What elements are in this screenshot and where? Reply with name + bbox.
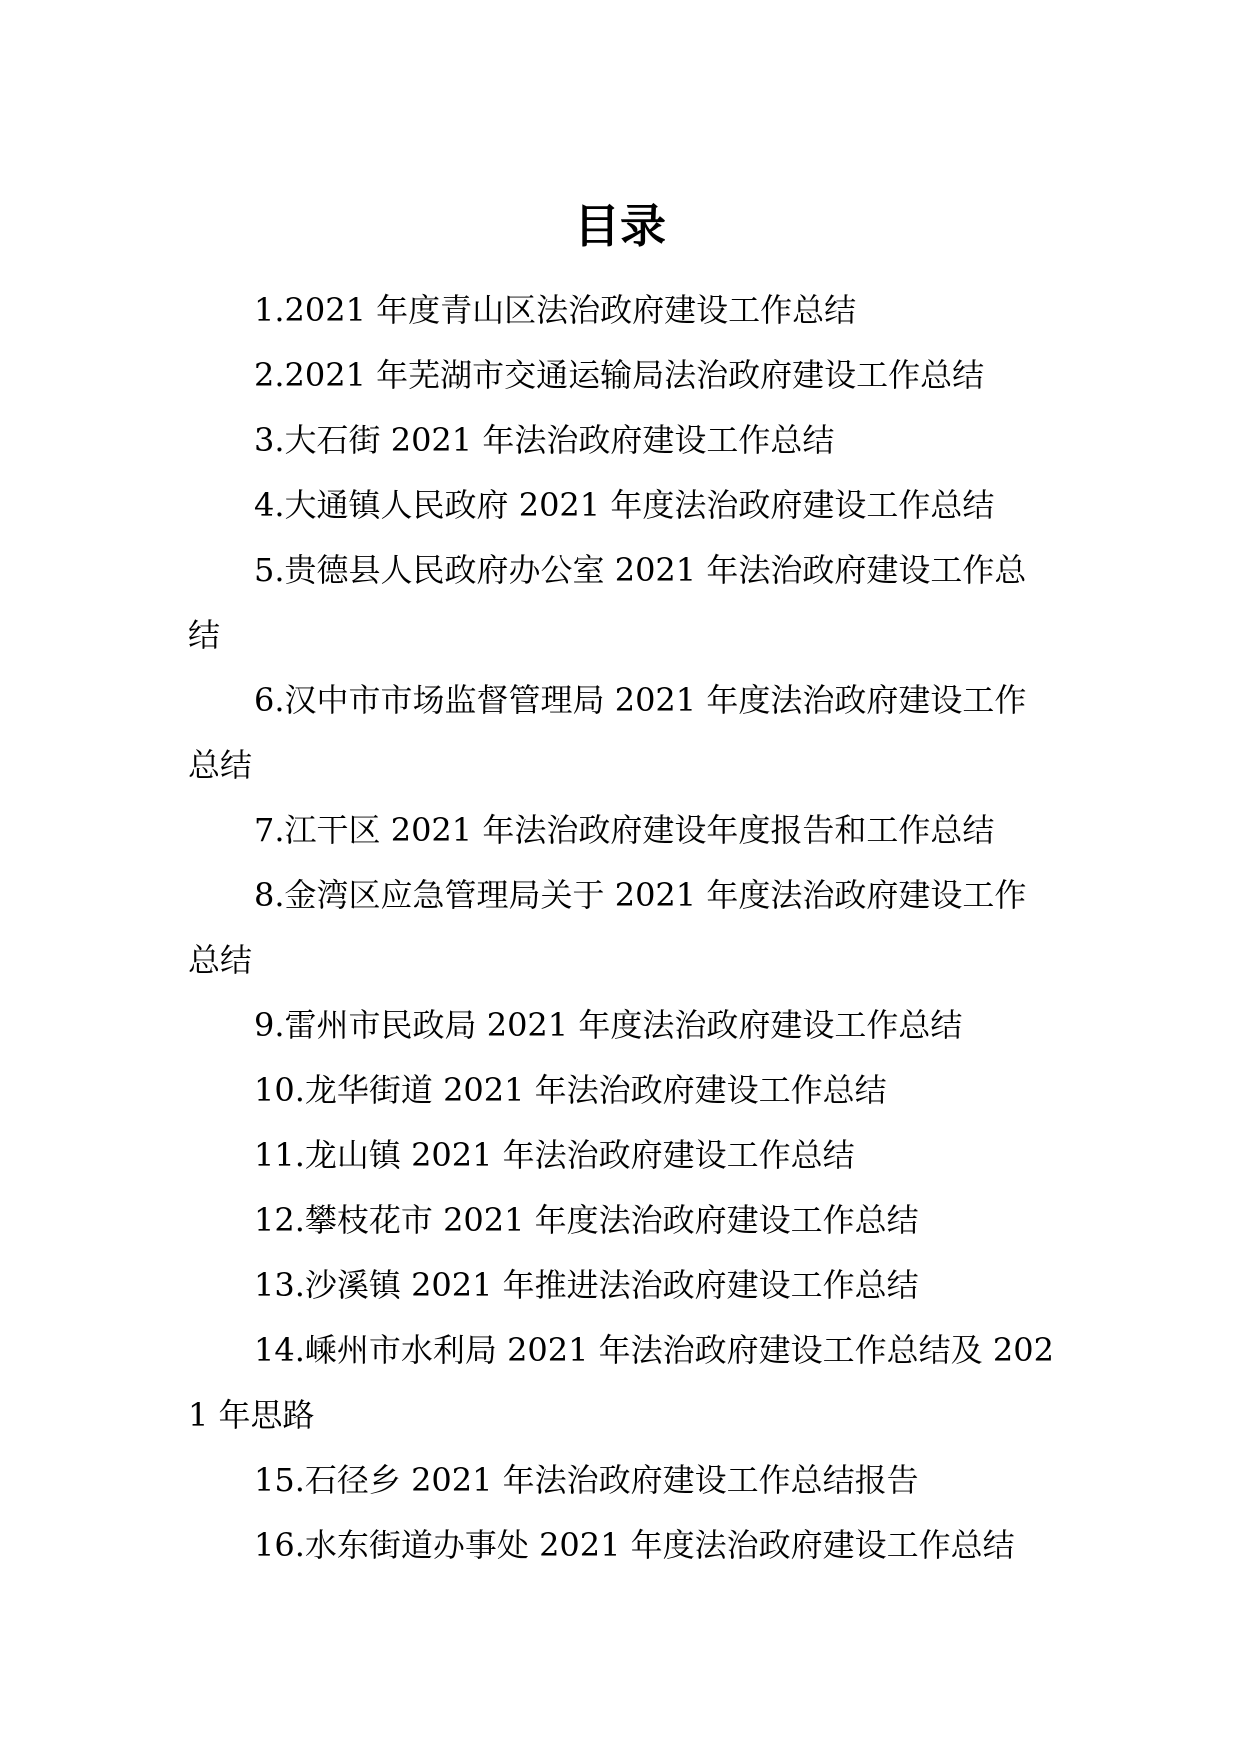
toc-entry-12: 12.攀枝花市 2021 年度法治政府建设工作总结 xyxy=(254,1201,919,1239)
toc-entry-13: 13.沙溪镇 2021 年推进法治政府建设工作总结 xyxy=(254,1266,919,1304)
toc-entry-1: 1.2021 年度青山区法治政府建设工作总结 xyxy=(254,291,857,329)
toc-entry-4: 4.大通镇人民政府 2021 年度法治政府建设工作总结 xyxy=(254,486,995,524)
toc-entry-10: 10.龙华街道 2021 年法治政府建设工作总结 xyxy=(254,1071,887,1109)
toc-entry-3: 3.大石街 2021 年法治政府建设工作总结 xyxy=(254,421,835,459)
toc-entry-11: 11.龙山镇 2021 年法治政府建设工作总结 xyxy=(254,1136,855,1174)
toc-entry-8: 8.金湾区应急管理局关于 2021 年度法治政府建设工作总结 xyxy=(188,876,1027,979)
toc-entry-9: 9.雷州市民政局 2021 年度法治政府建设工作总结 xyxy=(254,1006,963,1044)
toc-entry-15: 15.石径乡 2021 年法治政府建设工作总结报告 xyxy=(254,1461,919,1499)
toc-entry-14: 14.嵊州市水利局 2021 年法治政府建设工作总结及 2021 年思路 xyxy=(188,1331,1054,1434)
toc-title: 目录 xyxy=(574,199,666,253)
toc-list xyxy=(188,278,1058,1578)
toc-entry-7: 7.江干区 2021 年法治政府建设年度报告和工作总结 xyxy=(254,811,995,849)
toc-entry-6: 6.汉中市市场监督管理局 2021 年度法治政府建设工作总结 xyxy=(188,681,1027,784)
toc-entry-2: 2.2021 年芜湖市交通运输局法治政府建设工作总结 xyxy=(254,356,985,394)
toc-entry-5: 5.贵德县人民政府办公室 2021 年法治政府建设工作总结 xyxy=(188,551,1027,654)
toc-entry-16: 16.水东街道办事处 2021 年度法治政府建设工作总结 xyxy=(254,1526,1015,1564)
